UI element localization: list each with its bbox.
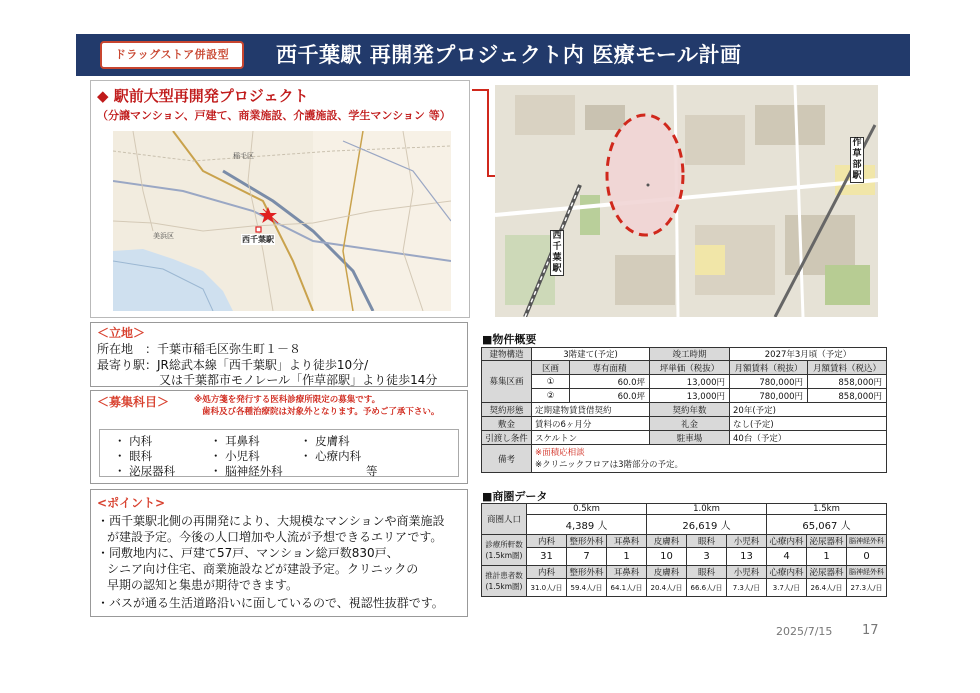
population-value: 26,619 人 (647, 515, 767, 535)
patients-label-2: (1.5km圏) (485, 582, 523, 591)
radius-label: 1.0km (647, 504, 767, 515)
point-line: 早期の認知と集患が期待できます。 (107, 578, 299, 592)
department-header: 耳鼻科 (607, 566, 647, 579)
area-map-panel (90, 80, 470, 318)
category-tag: ドラッグストア併設型 (100, 41, 244, 69)
unit-tsubo: 13,000円 (650, 375, 730, 389)
department-item: ・ 内科 (114, 434, 153, 448)
department-list (99, 429, 459, 477)
department-header: 整形外科 (567, 566, 607, 579)
recruit-note-2: 歯科及び各種治療院は対象外となります。予めご了承下さい。 (202, 407, 440, 417)
handover-value: スケルトン (532, 431, 650, 445)
deposit-label: 敷金 (482, 417, 532, 431)
term-value: 20年(予定) (730, 403, 887, 417)
clinic-count: 13 (727, 548, 767, 566)
unit-rent-ex: 780,000円 (730, 389, 808, 403)
completion-value: 2027年3月頃（予定） (730, 348, 887, 361)
clinic-count: 31 (527, 548, 567, 566)
point-line: ・バスが通る生活道路沿いに面しているので、視認性抜群です。 (97, 596, 444, 610)
address-line (97, 340, 301, 357)
remarks-label: 備考 (482, 445, 532, 473)
point-line: ・同敷地内に、戸建て57戸、マンション総戸数830戸、 (97, 546, 399, 560)
department-header: 脳神経外科 (847, 566, 887, 579)
recruit-note-1: ※処方箋を発行する医科診療所限定の募集です。 (194, 395, 381, 405)
footer-date: 2025/7/15 (776, 625, 833, 638)
col-rent-in: 月額賃料（税込） (808, 361, 887, 375)
remarks-cell (532, 445, 887, 473)
department-header: 整形外科 (567, 535, 607, 548)
clinic-count: 1 (607, 548, 647, 566)
project-heading: ◆ 駅前大型再開発プロジェクト (97, 87, 309, 105)
department-item: ・ 脳神経外科 (210, 464, 283, 478)
unit-rent-ex: 780,000円 (730, 375, 808, 389)
clinic-count-label (482, 535, 527, 566)
patient-estimate: 26.4人/日 (807, 579, 847, 597)
parking-value: 40台（予定） (730, 431, 887, 445)
unit-area: 60.0坪 (570, 375, 650, 389)
parking-label: 駐車場 (650, 431, 730, 445)
department-header: 皮膚科 (647, 566, 687, 579)
page-number: 17 (862, 623, 879, 638)
population-value: 65,067 人 (767, 515, 887, 535)
clinic-count: 4 (767, 548, 807, 566)
clinic-count: 7 (567, 548, 607, 566)
department-header: 眼科 (687, 535, 727, 548)
term-label: 契約年数 (650, 403, 730, 417)
address-value: ：千葉市稲毛区弥生町１－８ (145, 342, 302, 356)
property-title: ■物件概要 (482, 333, 537, 346)
department-header: 心療内科 (767, 566, 807, 579)
patient-estimate: 3.7人/日 (767, 579, 807, 597)
point-line: ・西千葉駅北側の再開発により、大規模なマンションや商業施設 (97, 514, 445, 528)
population-label: 商圏人口 (482, 504, 527, 535)
ward-label: 稲毛区 (233, 152, 254, 160)
unit-no: ② (532, 389, 570, 403)
col-rent-ex: 月額賃料（税抜） (730, 361, 808, 375)
contract-label: 契約形態 (482, 403, 532, 417)
unit-area: 60.0坪 (570, 389, 650, 403)
access-label: 最寄り駅 (97, 358, 146, 372)
department-item: ・ 心療内科 (300, 449, 362, 463)
address-label: 所在地 (97, 342, 134, 356)
key-money-label: 礼金 (650, 417, 730, 431)
department-item: ・ 耳鼻科 (210, 434, 260, 448)
patient-estimate: 7.3人/日 (727, 579, 767, 597)
clinic-count: 0 (847, 548, 887, 566)
col-section: 区画 (532, 361, 570, 375)
col-tsubo: 坪単価（税抜） (650, 361, 730, 375)
department-header: 脳神経外科 (847, 535, 887, 548)
clinic-count-label-1: 診療所軒数 (485, 540, 523, 549)
structure-value: 3階建て(予定) (532, 348, 650, 361)
contract-value: 定期建物賃貸借契約 (532, 403, 650, 417)
department-header: 泌尿器科 (807, 535, 847, 548)
header-bar (76, 34, 910, 76)
recruit-section-label: 募集区画 (482, 361, 532, 403)
ward-label-2: 美浜区 (153, 232, 174, 240)
department-item: 等 (366, 464, 378, 478)
department-header: 眼科 (687, 566, 727, 579)
unit-tsubo: 13,000円 (650, 389, 730, 403)
tsukusabe-station-label: 作草部駅 (850, 137, 864, 183)
patient-estimate: 66.6人/日 (687, 579, 727, 597)
location-heading: ＜立地＞ (97, 326, 146, 340)
point-line: シニア向け住宅、商業施設などが建設予定。クリニックの (107, 562, 419, 576)
population-value: 4,389 人 (527, 515, 647, 535)
points-box (90, 489, 468, 617)
department-header: 小児科 (727, 535, 767, 548)
patients-label-1: 推計患者数 (485, 571, 523, 580)
clinic-count: 1 (807, 548, 847, 566)
patient-estimate: 27.3人/日 (847, 579, 887, 597)
recruit-heading: ＜募集科目＞ (97, 395, 170, 409)
patients-label (482, 566, 527, 597)
department-item: ・ 泌尿器科 (114, 464, 176, 478)
col-area: 専有面積 (570, 361, 650, 375)
clinic-count: 3 (687, 548, 727, 566)
department-header: 心療内科 (767, 535, 807, 548)
access-line-2: 又は千葉都市モノレール「作草部駅」より徒歩14分 (159, 373, 438, 387)
project-subheading: （分譲マンション、戸建て、商業施設、介護施設、学生マンション 等） (97, 109, 451, 122)
patient-estimate: 31.0人/日 (527, 579, 567, 597)
remarks-line-1: ※面積応相談 (535, 447, 585, 458)
trade-area-table (481, 503, 887, 597)
property-table (481, 347, 887, 473)
clinic-count-label-2: (1.5km圏) (485, 551, 523, 560)
recruit-note (194, 394, 439, 418)
remarks-line-2: ※クリニックフロアは3階部分の予定。 (535, 459, 684, 470)
clinic-count: 10 (647, 548, 687, 566)
handover-label: 引渡し条件 (482, 431, 532, 445)
recruit-box (90, 390, 468, 484)
patient-estimate: 20.4人/日 (647, 579, 687, 597)
patient-estimate: 64.1人/日 (607, 579, 647, 597)
points-heading: <ポイント> (97, 496, 166, 510)
department-header: 耳鼻科 (607, 535, 647, 548)
department-header: 泌尿器科 (807, 566, 847, 579)
department-header: 内科 (527, 535, 567, 548)
station-label: 西千葉駅 (242, 235, 274, 244)
unit-no: ① (532, 375, 570, 389)
department-header: 内科 (527, 566, 567, 579)
city-map-image (113, 131, 451, 311)
nishichiba-station-label: 西千葉駅 (550, 230, 564, 276)
patient-estimate: 59.4人/日 (567, 579, 607, 597)
unit-rent-in: 858,000円 (808, 389, 887, 403)
department-header: 皮膚科 (647, 535, 687, 548)
radius-label: 1.5km (767, 504, 887, 515)
completion-label: 竣工時期 (650, 348, 730, 361)
location-box (90, 322, 468, 387)
trade-area-title: ■商圏データ (482, 490, 548, 503)
department-header: 小児科 (727, 566, 767, 579)
department-item: ・ 眼科 (114, 449, 153, 463)
department-item: ・ 小児科 (210, 449, 260, 463)
unit-rent-in: 858,000円 (808, 375, 887, 389)
key-money-value: なし(予定) (730, 417, 887, 431)
point-line: が建設予定。今後の人口増加や人流が予想できるエリアです。 (107, 530, 443, 544)
deposit-value: 賃料の6ヶ月分 (532, 417, 650, 431)
radius-label: 0.5km (527, 504, 647, 515)
access-value-1: ：JR総武本線「西千葉駅」より徒歩10分/ (145, 358, 369, 372)
structure-label: 建物構造 (482, 348, 532, 361)
page-title: 西千葉駅 再開発プロジェクト内 医療モール計画 (276, 43, 742, 67)
aerial-map-image (495, 85, 878, 317)
department-item: ・ 皮膚科 (300, 434, 350, 448)
